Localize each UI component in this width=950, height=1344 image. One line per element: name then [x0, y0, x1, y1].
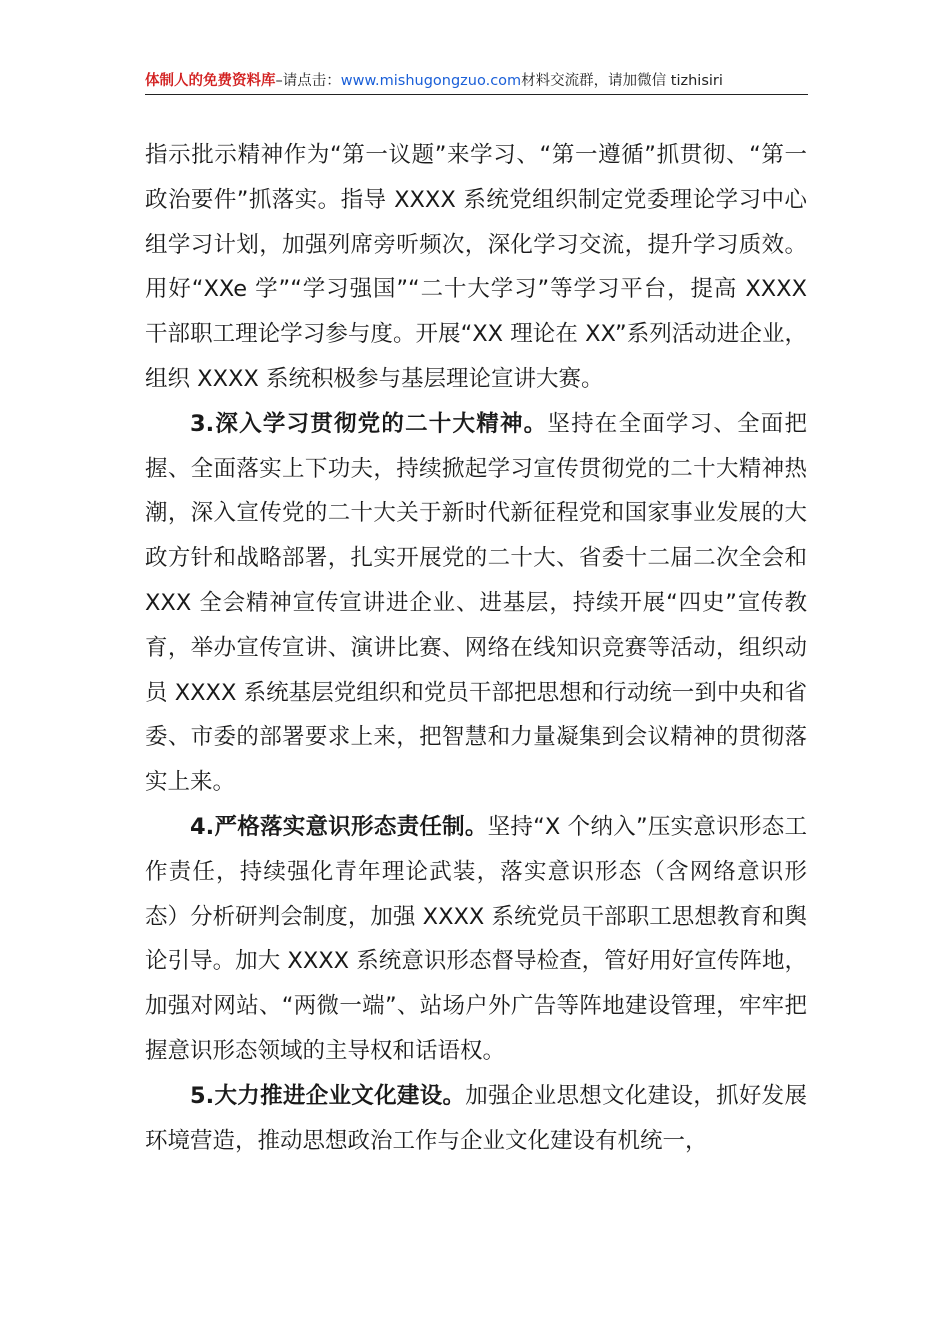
paragraph-3: [145, 805, 807, 1074]
header-suffix: 材料交流群，请加微信 tizhisiri: [521, 73, 723, 89]
paragraph-4-text: 加强企业思想文化建设，抓好发展环境营造，推动思想政治工作与企业文化建设有机统一，: [145, 1082, 807, 1154]
header-url-link[interactable]: www.mishugongzuo.com: [340, 73, 522, 89]
paragraph-4: [145, 1074, 807, 1164]
paragraph-1: [145, 133, 807, 402]
paragraph-2: [145, 402, 807, 805]
paragraph-4-heading: 5.大力推进企业文化建设。: [190, 1082, 466, 1109]
paragraph-3-text: 坚持“X 个纳入”压实意识形态工作责任，持续强化青年理论武装，落实意识形态（含网络意识形态）分析研判会制度，加强 XXXX 系统党员干部职工思想教育和舆论引导。加大 XXXX 系统意识形态督导检查，管好用好宣传阵地，加强对网站、“两微一端”、站场户外广告等阵地建设管理，牢牢把握意识形态领域的主导权和话语权。: [145, 813, 807, 1064]
header-separator: –请点击：: [275, 73, 341, 89]
paragraph-2-heading: 3.深入学习贯彻党的二十大精神。: [190, 410, 548, 437]
header-site-name: 体制人的免费资料库: [145, 73, 276, 89]
page-header: [145, 68, 808, 95]
paragraph-1-text: 指示批示精神作为“第一议题”来学习、“第一遵循”抓贯彻、“第一政治要件”抓落实。指导 XXXX 系统党组织制定党委理论学习中心组学习计划，加强列席旁听频次，深化学习交流，提升学习质效。用好“XXe 学”“学习强国”“二十大学习”等学习平台，提高 XXXX 干部职工理论学习参与度。开展“XX 理论在 XX”系列活动进企业，组织 XXXX 系统积极参与基层理论宣讲大赛。: [145, 142, 807, 392]
document-body: [145, 133, 807, 1163]
paragraph-3-heading: 4.严格落实意识形态责任制。: [190, 813, 488, 840]
paragraph-2-text: 坚持在全面学习、全面把握、全面落实上下功夫，持续掀起学习宣传贯彻党的二十大精神热潮，深入宣传党的二十大关于新时代新征程党和国家事业发展的大政方针和战略部署，扎实开展党的二十大、省委十二届二次全会和 XXX 全会精神宣传宣讲进企业、进基层，持续开展“四史”宣传教育，举办宣传宣讲、演讲比赛、网络在线知识竞赛等活动，组织动员 XXXX 系统基层党组织和党员干部把思想和行动统一到中央和省委、市委的部署要求上来，把智慧和力量凝集到会议精神的贯彻落实上来。: [145, 410, 807, 796]
